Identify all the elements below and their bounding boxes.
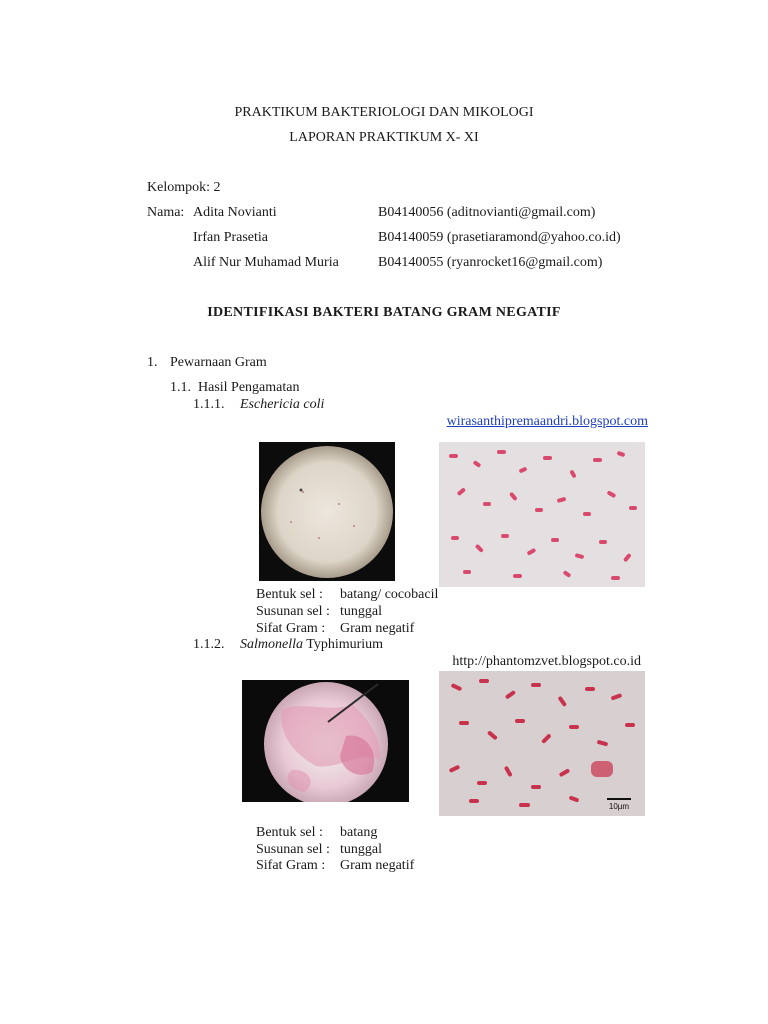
scale-bar-label: 10µm — [608, 802, 630, 811]
section-heading: Pewarnaan Gram — [170, 355, 267, 370]
organism-name: Salmonella Typhimurium — [240, 637, 384, 652]
stained-smear-image-ecoli — [439, 442, 645, 587]
item-number: 1.1.2. — [193, 637, 225, 652]
item-number: 1.1.1. — [193, 397, 225, 412]
property-label: Susunan sel : — [256, 842, 330, 857]
property-label: Bentuk sel : — [256, 587, 323, 602]
member-name: Irfan Prasetia — [193, 230, 269, 245]
member-id-email: B04140059 (prasetiaramond@yahoo.co.id) — [378, 230, 621, 245]
member-id-email: B04140056 (aditnovianti@gmail.com) — [378, 205, 596, 220]
property-value: batang/ cocobacil — [340, 587, 439, 602]
subsection-number: 1.1. — [170, 380, 191, 395]
property-label: Bentuk sel : — [256, 825, 323, 840]
source-url: http://phantomzvet.blogspot.co.id — [452, 654, 641, 669]
property-label: Sifat Gram : — [256, 858, 326, 873]
organism-name: Eschericia coli — [240, 397, 325, 412]
subsection-heading: Hasil Pengamatan — [198, 380, 300, 395]
property-value: tunggal — [340, 842, 382, 857]
microscope-image-ecoli — [259, 442, 395, 581]
report-title: PRAKTIKUM BAKTERIOLOGI DAN MIKOLOGI — [234, 105, 534, 120]
source-link[interactable]: wirasanthipremaandri.blogspot.com — [446, 414, 648, 429]
report-subtitle: LAPORAN PRAKTIKUM X- XI — [289, 130, 479, 145]
microscope-image-salmonella — [242, 680, 409, 802]
property-value: batang — [340, 825, 378, 840]
member-name: Adita Novianti — [193, 205, 277, 220]
property-value: tunggal — [340, 604, 382, 619]
property-label: Sifat Gram : — [256, 621, 326, 636]
member-name: Alif Nur Muhamad Muria — [193, 255, 339, 270]
section-title: IDENTIFIKASI BAKTERI BATANG GRAM NEGATIF — [207, 305, 561, 320]
property-label: Susunan sel : — [256, 604, 330, 619]
name-label: Nama: — [147, 205, 185, 220]
property-value: Gram negatif — [340, 621, 415, 636]
member-id-email: B04140055 (ryanrocket16@gmail.com) — [378, 255, 603, 270]
section-number: 1. — [147, 355, 158, 370]
stained-smear-image-salmonella — [439, 671, 645, 816]
group-label: Kelompok: 2 — [147, 180, 221, 195]
property-value: Gram negatif — [340, 858, 415, 873]
